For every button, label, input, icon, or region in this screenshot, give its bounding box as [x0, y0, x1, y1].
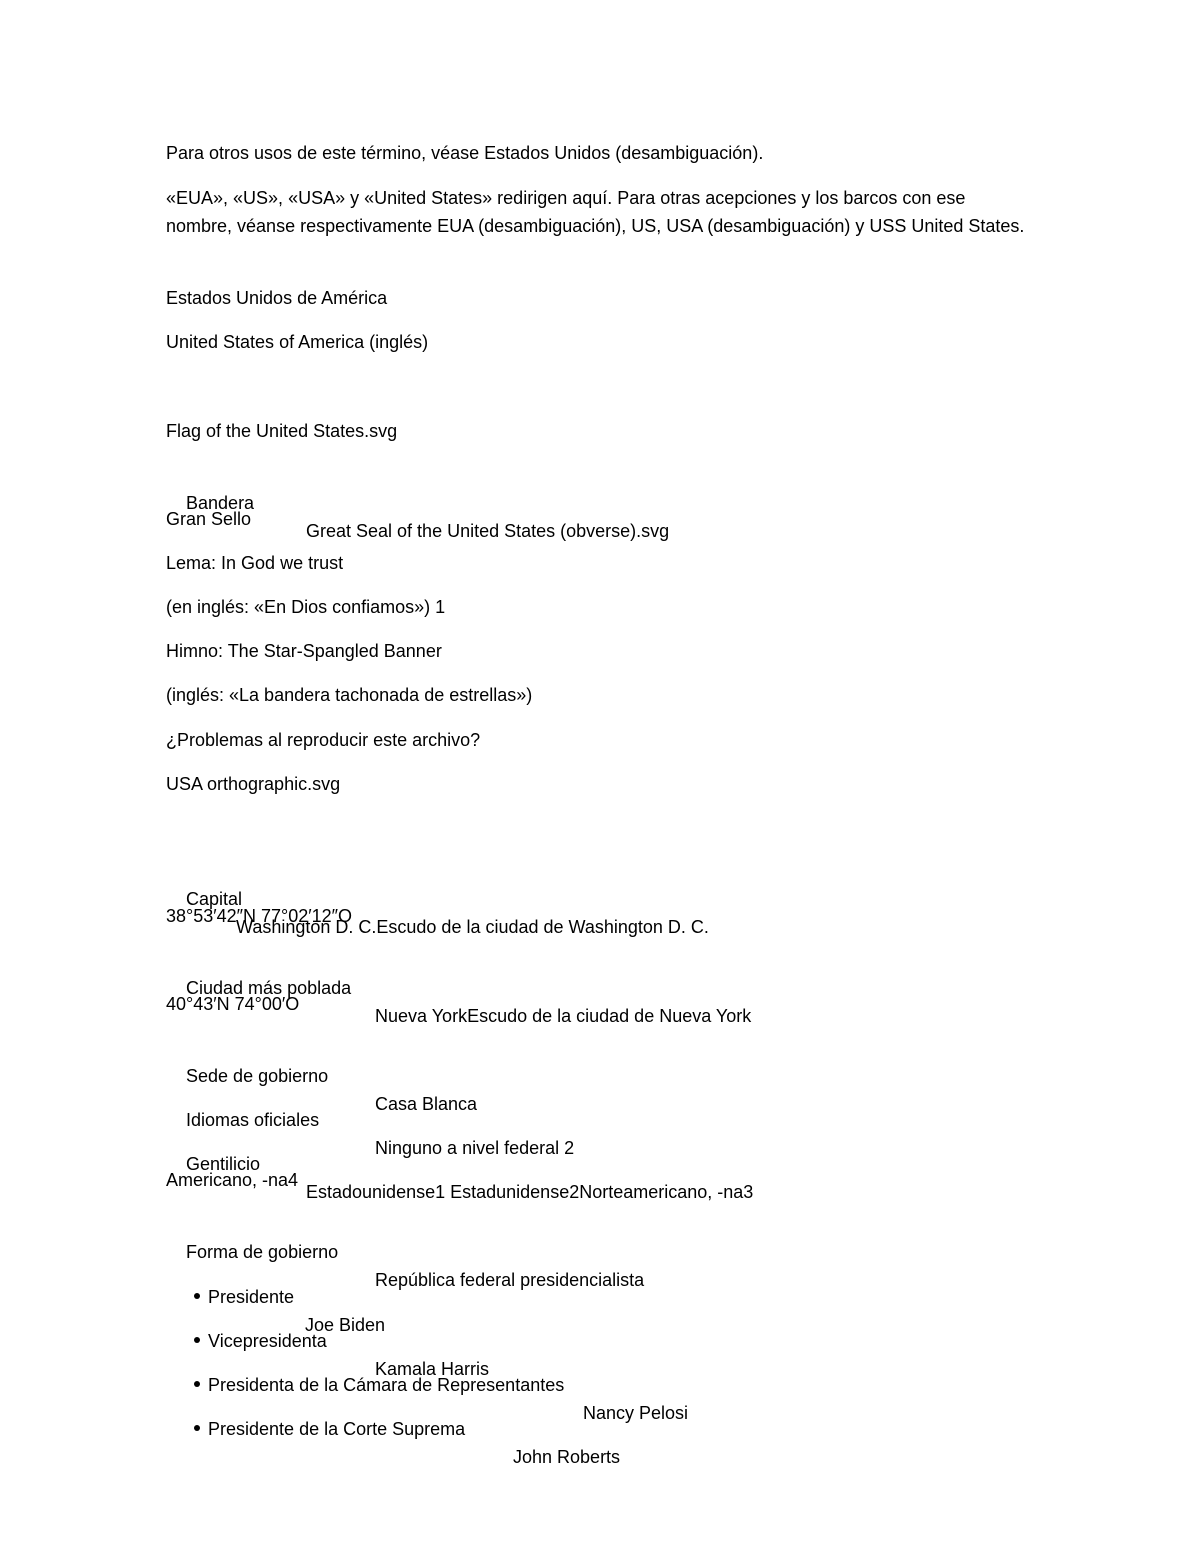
largest-city-label: Ciudad más poblada: [186, 978, 352, 998]
flag-file-name: Flag of the United States.svg: [166, 421, 398, 441]
bullet-icon: [194, 1425, 200, 1431]
official-role: Vicepresidenta: [208, 1331, 327, 1351]
motto: Lema: In God we trust: [166, 553, 344, 573]
redirect-note: «EUA», «US», «USA» y «United States» redirigen aquí. Para otras acepciones y los barcos con ese nombre, véanse respectivamente EUA (desambiguación), US, USA (desambiguación) y USS United States.: [166, 188, 1025, 236]
seat-label: Sede de gobierno: [186, 1066, 329, 1086]
official-name: Nancy Pelosi: [583, 1403, 689, 1423]
country-name-spanish: Estados Unidos de América: [166, 288, 388, 308]
anthem: Himno: The Star-Spangled Banner: [166, 641, 442, 661]
capital-label: Capital: [186, 889, 243, 909]
capital-value: Washington D. C.Escudo de la ciudad de Washington D. C.: [236, 917, 709, 937]
official-name: Joe Biden: [305, 1315, 386, 1335]
capital-coordinates: 38°53′42″N 77°02′12″O: [166, 906, 353, 926]
official-name: Kamala Harris: [375, 1359, 490, 1379]
demonym-value: Estadounidense1 Estadunidense2Norteamericano, -na3: [306, 1182, 754, 1202]
anthem-translation: (inglés: «La bandera tachonada de estrellas»): [166, 685, 533, 705]
languages-value: Ninguno a nivel federal 2: [375, 1138, 575, 1158]
largest-city-value: Nueva YorkEscudo de la ciudad de Nueva York: [375, 1006, 752, 1026]
official-name: John Roberts: [513, 1447, 621, 1467]
official-row: [174, 1387, 621, 1499]
seal-file-name: Great Seal of the United States (obverse).svg: [306, 521, 670, 541]
playback-problems: ¿Problemas al reproducir este archivo?: [166, 730, 481, 750]
largest-city-coordinates: 40°43′N 74°00′O: [166, 994, 300, 1014]
demonym-extra: Americano, -na4: [166, 1170, 299, 1190]
flag-caption: Bandera: [186, 493, 255, 513]
map-file-name: USA orthographic.svg: [166, 774, 341, 794]
official-role: Presidente de la Corte Suprema: [208, 1419, 466, 1439]
demonym-label: Gentilicio: [186, 1154, 261, 1174]
country-name-english: United States of America (inglés): [166, 332, 429, 352]
government-value: República federal presidencialista: [375, 1270, 645, 1290]
motto-translation: (en inglés: «En Dios confiamos») 1: [166, 597, 446, 617]
disambiguation-note: Para otros usos de este término, véase Estados Unidos (desambiguación).: [166, 143, 764, 163]
seal-caption: Gran Sello: [166, 509, 252, 529]
languages-label: Idiomas oficiales: [186, 1110, 320, 1130]
government-label: Forma de gobierno: [186, 1242, 339, 1262]
seat-value: Casa Blanca: [375, 1094, 478, 1114]
official-role: Presidenta de la Cámara de Representantes: [208, 1375, 565, 1395]
official-role: Presidente: [208, 1287, 295, 1307]
